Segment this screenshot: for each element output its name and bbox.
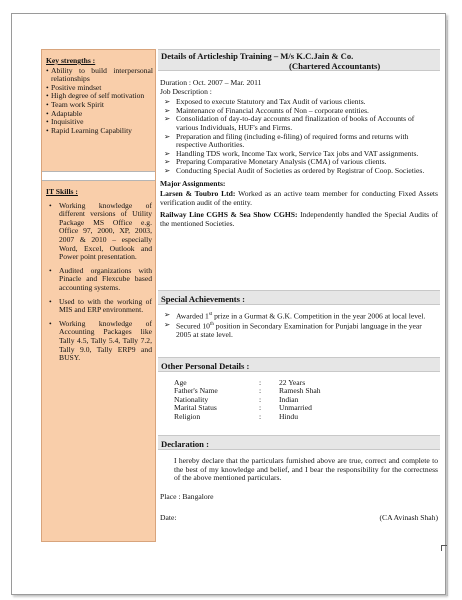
table-row: Nationality : Indian <box>174 394 299 404</box>
declaration-text: I hereby declare that the particulars furnished above are true, correct and complete to the best of my knowledge and belief, and I bear the responsibility for the correctness of the above mentioned particulars. <box>174 456 438 483</box>
list-item: • Working knowledge of different versions of Utility Package MS Office e.g. Office 97, 2000, XP, 2003, 2007 & 2010 – especially Word, Excel, Outlook and Power point presentation. <box>46 202 152 262</box>
list-item: • High degree of self motivation <box>46 92 153 101</box>
arrow-icon: ➢ <box>164 148 171 158</box>
list-item: • Positive mindset <box>46 84 153 93</box>
place-text: Place : Bangalore <box>160 492 214 501</box>
it-skills-list <box>42 202 155 363</box>
table-row: Father's Name : Ramesh Shah <box>174 386 321 396</box>
declaration-title: Declaration : <box>161 439 209 449</box>
list-item: ➢ Handling TDS work, Income Tax work, Service Tax jobs and VAT assignments. <box>164 148 419 158</box>
it-skills-section <box>42 188 155 368</box>
arrow-icon: ➢ <box>164 131 171 141</box>
list-item: ➢ Preparation and filing (including e-filing) of required forms and returns with respective Authorities. <box>164 131 409 150</box>
personal-details-table <box>174 379 321 421</box>
arrow-icon: ➢ <box>164 310 171 319</box>
list-item: • Inquisitive <box>46 118 153 127</box>
key-strengths-list <box>42 67 155 136</box>
list-item: ➢ Secured 10th position in Secondary Examination for Punjabi language in the year 2005 at state level. <box>164 320 422 340</box>
corner-mark <box>441 545 447 551</box>
list-item: • Rapid Learning Capability <box>46 127 153 136</box>
main-content <box>158 49 440 542</box>
list-item: ➢ Awarded 1st prize in a Gurmat & G.K. Competition in the year 2006 at local level. <box>164 310 426 321</box>
list-item: ➢ Exposed to execute Statutory and Tax Audit of various clients. <box>164 97 366 107</box>
personal-details-header <box>158 357 440 372</box>
arrow-icon: ➢ <box>164 157 171 167</box>
job-list <box>160 98 438 175</box>
it-skills-title: IT Skills : <box>46 187 78 196</box>
list-item: • Used to with the working of MIS and ERP environment. <box>46 298 152 315</box>
articleship-header <box>158 49 440 71</box>
duration-text: Duration : Oct. 2007 – Mar. 2011 <box>160 78 262 87</box>
arrow-icon: ➢ <box>164 105 171 115</box>
arrow-icon: ➢ <box>164 114 171 124</box>
key-strengths-title: Key strengths : <box>46 56 96 65</box>
list-item: • Audited organizations with Pinacle and Flexcube based accounting systems. <box>46 267 152 293</box>
list-item: • Ability to build interpersonal relationships <box>46 67 153 84</box>
arrow-icon: ➢ <box>164 165 171 175</box>
list-item: ➢ Maintenance of Financial Accounts of Non – corporate entities. <box>164 105 369 115</box>
sidebar <box>41 49 156 542</box>
achievements-title: Special Achievements : <box>161 294 246 304</box>
assignment-lt: Larsen & Toubro Ltd: Worked as an active team member for conducting Fixed Assets verification audit of the entity. <box>160 189 439 207</box>
list-item: ➢ Conducting Special Audit of Societies as ordered by Registrar of Coop. Societies. <box>164 165 425 175</box>
arrow-icon: ➢ <box>164 320 171 330</box>
list-item: ➢ Preparing Comparative Monetary Analysis (CMA) of various clients. <box>164 157 387 167</box>
articleship-subtitle: (Chartered Accountants) <box>289 61 381 71</box>
signature-text: (CA Avinash Shah) <box>379 513 438 522</box>
major-assignments-label: Major Assignments: <box>160 178 226 188</box>
sidebar-divider <box>42 171 155 181</box>
achievements-list <box>160 311 438 340</box>
list-item: • Working knowledge of Accounting Packages like Tally 4.5, Tally 5.4, Tally 7.2, Tally 9.0, Tally ERP9 and BUSY. <box>46 320 152 363</box>
assignment-railway: Railway Line CGHS & Sea Show CGHS: Independently handled the Special Audits of the mentioned Societies. <box>160 210 438 228</box>
arrow-icon: ➢ <box>164 97 171 107</box>
declaration-header <box>158 435 440 450</box>
table-row: Marital Status : Unmarried <box>174 403 312 413</box>
achievements-header <box>158 290 440 305</box>
personal-details-title: Other Personal Details : <box>161 361 250 371</box>
date-text: Date: <box>160 513 177 522</box>
articleship-body <box>160 79 438 229</box>
list-item: • Team work Spirit <box>46 101 153 110</box>
articleship-title: Details of Articleship Training – M/s K.C.Jain & Co. <box>161 51 354 61</box>
job-description-label: Job Description : <box>160 86 212 96</box>
list-item: • Adaptable <box>46 110 153 119</box>
achievements-body <box>160 311 438 340</box>
list-item: ➢ Consolidation of day-to-day accounts and finalization of books of Accounts of various Individuals, HUF's and Firms. <box>164 114 415 132</box>
key-strengths-section <box>42 57 155 135</box>
table-row: Age : 22 Years <box>174 378 306 387</box>
table-row: Religion : Hindu <box>174 411 298 421</box>
